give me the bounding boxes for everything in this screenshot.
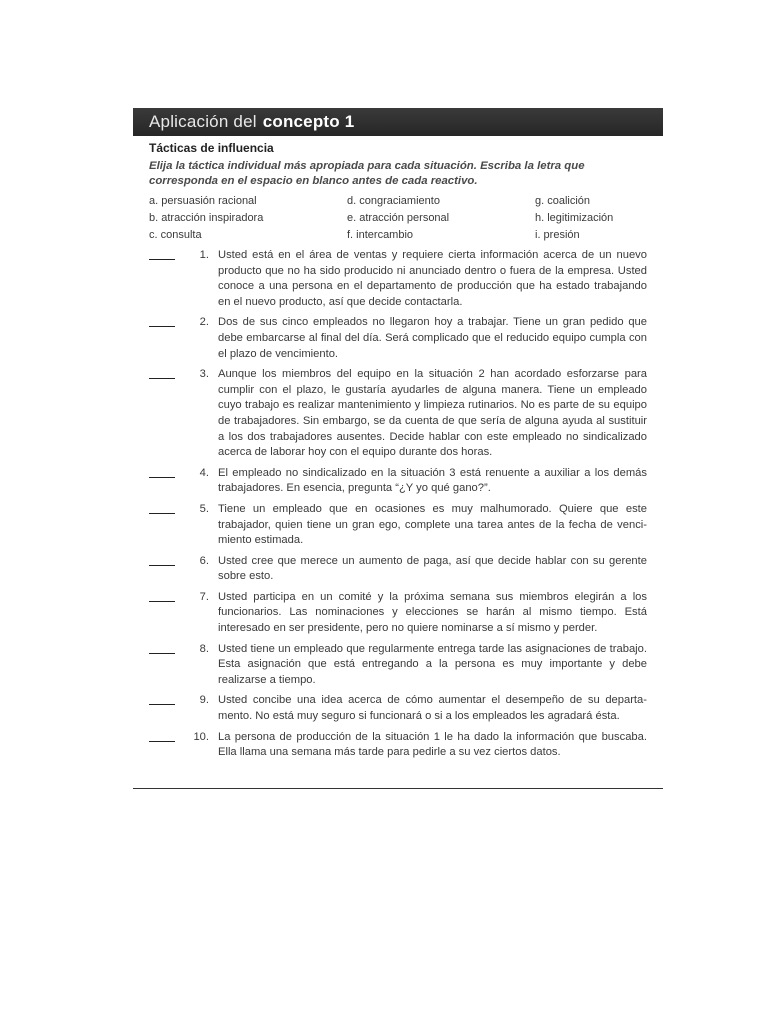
option-b: b. atracción inspiradora [149,212,264,224]
item-text: Dos de sus cinco empleados no llegaron hoy a trabajar. Tiene un gran pedido que debe embarcarse al final del día. Será complicado que el reducido equipo cumpla con el plazo de vencimiento. [218,316,647,360]
section-title: Tácticas de influencia [149,141,274,155]
option-e: e. atracción personal [347,212,450,224]
item-text: Aunque los miembros del equipo en la situación 2 han acordado esforzarse para cumplir con el plazo, le gustaría ayudarles de alguna manera. Tiene un empleado cuyo trabajo es realizar mantenimiento y limpieza rutinarios. No es parte de su equipo de trabajadores. Sin embargo, se da cuenta de que sería de alguna ayuda al sustituir a los dos trabajadores ausentes. Decide hablar con este empleado no sindicalizado acerca de laborar hoy con el equipo durante dos horas. [218,368,647,459]
item-number: 7. [199,590,209,603]
situation-item [149,502,647,549]
answer-blank[interactable] [149,315,175,327]
document-page [133,108,663,766]
answer-blank[interactable] [149,554,175,566]
answer-blank[interactable] [149,590,175,602]
option-a: a. persuasión racional [149,195,257,207]
answer-blank[interactable] [149,367,175,379]
tactics-options [149,193,647,244]
item-text: Usted participa en un comité y la próxima semana sus miembros elegirán a los funcionarios. Las nominaciones y elecciones se harán al mismo tiempo. Está interesado en ser presidente, pero no quiere nominarse a sí mismo y perder. [218,590,647,635]
situation-item [149,590,647,637]
banner-title-bold: concepto 1 [262,112,355,131]
item-text: El empleado no sindicalizado en la situación 3 está renuente a auxiliar a los demás trabajadores. En esencia, pregunta “¿Y yo qué gano?”. [218,466,647,495]
item-text: Usted tiene un empleado que regularmente entrega tarde las asignaciones de trabajo. Esta asignación que está entregando a la persona es muy importante y debe realizarse a tiempo. [218,642,647,686]
item-number: 8. [199,642,209,655]
situation-item [149,642,647,689]
situation-item [149,693,647,724]
bottom-divider [133,788,663,789]
answer-blank[interactable] [149,730,175,742]
item-number: 4. [199,466,209,479]
situation-list [149,248,647,761]
item-number: 10. [193,730,209,743]
item-text: Usted concibe una idea acerca de cómo aumentar el desempeño de su departa-mento. No está muy seguro si funcionará o si a los empleados les agradará ésta. [218,694,647,723]
concept-banner [133,108,663,136]
option-d: d. congraciamiento [347,195,440,207]
item-number: 2. [199,316,209,329]
answer-blank[interactable] [149,248,175,260]
item-number: 1. [199,249,209,261]
answer-blank[interactable] [149,502,175,514]
answer-blank[interactable] [149,693,175,705]
option-f: f. intercambio [347,229,414,241]
situation-item [149,466,647,497]
option-i: i. presión [535,229,580,241]
item-number: 9. [199,694,209,707]
item-text: La persona de producción de la situación 1 le ha dado la información que buscaba. Ella llama una semana más tarde para pedirle a su vez ciertos datos. [218,730,647,759]
item-text: Tiene un empleado que en ocasiones es muy malhumorado. Quiere que este trabajador, quien tiene un gran ego, complete una tarea antes de la fecha de venci-miento estimada. [218,502,647,547]
banner-title-prefix: Aplicación del [149,112,257,131]
option-h: h. legitimización [535,212,614,224]
item-number: 3. [199,368,209,381]
situation-item [149,315,647,362]
answer-blank[interactable] [149,642,175,654]
answer-blank[interactable] [149,466,175,478]
situation-item [149,554,647,585]
item-number: 5. [199,502,209,515]
exercise-content [133,141,663,761]
item-text: Usted está en el área de ventas y requiere cierta información acerca de un nuevo producto que no ha sido producido ni anunciado dentro o fuera de la empresa. Usted conoce a una persona en el departamento de producción que ha estado trabajando en el nuevo producto, así que decide contactarla. [218,249,647,308]
situation-item [149,730,647,761]
situation-item [149,248,647,310]
item-number: 6. [199,554,209,567]
item-text: Usted cree que merece un aumento de paga, así que decide hablar con su gerente sobre esto. [218,554,647,583]
option-c: c. consulta [149,229,202,241]
option-g: g. coalición [535,195,591,207]
situation-item [149,367,647,461]
instructions: Elija la táctica individual más apropiada para cada situación. Escriba la letra que corresponda en el espacio en blanco antes de cada reactivo. [149,160,585,187]
